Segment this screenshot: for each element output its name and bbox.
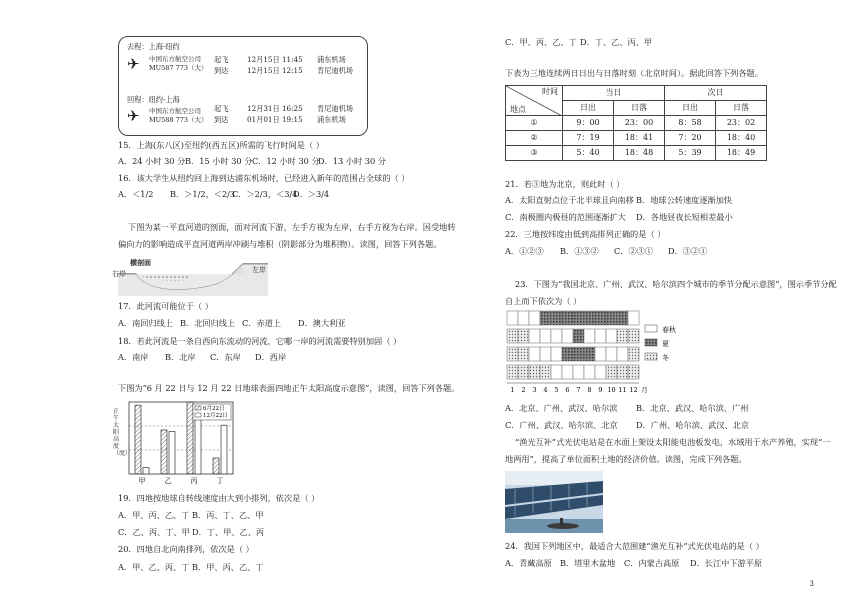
season-cell xyxy=(595,311,606,325)
q17-option-d: D．澳大利亚 xyxy=(298,318,346,328)
table-cell: 7：20 xyxy=(665,131,716,146)
q20-option-b: B．甲、丙、乙、丁 xyxy=(192,562,264,572)
season-cell xyxy=(562,329,573,343)
season-legend-swatch xyxy=(645,353,657,360)
q16-option-a: A．＜1/2 xyxy=(118,189,154,199)
question-19: 19．四地按地球自转线速度由大到小排列，依次是（ ） xyxy=(118,493,320,503)
season-cell xyxy=(573,329,584,343)
month-label: 月 xyxy=(641,386,648,394)
city-season-distribution-chart xyxy=(505,309,755,401)
season-legend-label: 冬 xyxy=(662,354,669,362)
ticket-go-label: 去程：上海-纽约 xyxy=(127,42,180,51)
ticket-go-flight: MU587 773（大） xyxy=(149,64,208,72)
season-cell xyxy=(628,347,639,361)
table-cell: 7：19 xyxy=(563,131,614,146)
table-cell: ① xyxy=(506,116,563,131)
season-cell xyxy=(628,329,639,343)
ticket-back-row-2-time: 01月01日 19:15 xyxy=(247,115,303,124)
ticket-go-row-1-time: 12月15日 11:45 xyxy=(247,55,303,64)
solar-intro-line-1: “渔光互补”式光伏电站是在水面上架设太阳能电池板发电，水域用于水产养殖，实现“一 xyxy=(515,437,831,447)
table-cell: 18：40 xyxy=(716,131,767,146)
ticket-back-row-1-place: 肯尼迪机场 xyxy=(317,104,353,113)
season-cell xyxy=(529,329,540,343)
q19-option-a: A．甲、丙、乙、丁 xyxy=(118,510,190,520)
question-23-line-1: 23．下图为“我国北京、广州、武汉、哈尔滨四个城市的季节分配示意图”，图示季节分配 xyxy=(515,279,837,289)
season-cell xyxy=(529,347,540,361)
season-cell xyxy=(584,329,595,343)
question-21: 21．若③地为北京，则此时（ ） xyxy=(505,179,625,189)
q22-option-d: D．③②① xyxy=(668,246,708,256)
q19-option-d: D．丁、甲、乙、丙 xyxy=(192,527,265,537)
q24-option-a: A．青藏高原 xyxy=(505,558,552,568)
x-tick-label: 甲 xyxy=(138,477,146,485)
month-label: 6 xyxy=(565,386,570,394)
q17-option-a: A．南回归线上 xyxy=(118,318,174,328)
q15-option-c: C．12 小时 30 分 xyxy=(252,156,320,166)
table-cell: 18：48 xyxy=(614,146,665,161)
q21-option-a: A．太阳直射点位于北半球且向南移 xyxy=(505,195,634,205)
month-label: 3 xyxy=(532,386,537,394)
ticket-go-row-2-time: 12月15日 12:15 xyxy=(247,66,303,75)
month-label: 4 xyxy=(543,386,548,394)
q16-option-b: B．＞1/2，＜2/3 xyxy=(170,189,236,199)
season-cell xyxy=(617,329,628,343)
page-number: 3 xyxy=(809,579,814,588)
table-cell: ③ xyxy=(506,146,563,161)
season-cell xyxy=(518,311,529,325)
table-cell: 18：41 xyxy=(614,131,665,146)
month-label: 12 xyxy=(629,386,638,394)
q22-option-a: A．①②③ xyxy=(505,246,544,256)
season-legend-label: 春秋 xyxy=(662,326,676,334)
table-header-time: 时间 xyxy=(542,87,558,96)
q16-option-c: C．＞2/3，＜3/4 xyxy=(232,189,298,199)
noon-sun-altitude-chart xyxy=(125,400,237,488)
q21-option-d: D．各地昼夜长短相差最小 xyxy=(636,212,733,222)
q23-option-a: A．北京、广州、武汉、哈尔滨 xyxy=(505,403,618,413)
ticket-back-airline: 中国东方航空公司 xyxy=(149,107,201,115)
month-label: 2 xyxy=(521,386,526,394)
season-cell xyxy=(584,347,595,361)
q23-option-d: D．广州、哈尔滨、武汉、北京 xyxy=(636,420,750,430)
bar-12月22日-乙 xyxy=(169,432,175,474)
sun-table-intro: 下表为三地连续两日日出与日落时刻（北京时间）。据此回答下列各题。 xyxy=(505,68,763,78)
season-legend-swatch xyxy=(645,325,657,332)
season-cell xyxy=(529,365,540,379)
fishery-solar-photo xyxy=(505,471,603,533)
ticket-back-row-1-time: 12月31日 16:25 xyxy=(247,104,303,113)
month-label: 9 xyxy=(598,386,603,394)
question-16: 16．该大学生从纽约回上海到达浦东机场时，已经进入新年的范围占全球的（ ） xyxy=(118,173,410,183)
bar-6月22日-乙 xyxy=(161,430,167,474)
table-cell: ② xyxy=(506,131,563,146)
table-cell: 18：49 xyxy=(716,146,767,161)
river-diagram-title: 横剖面 xyxy=(130,258,151,267)
season-cell xyxy=(551,311,562,325)
ticket-back-flight: MU588 773（大） xyxy=(149,116,208,124)
season-cell xyxy=(617,311,628,325)
season-cell xyxy=(518,347,529,361)
bar-6月22日-丁 xyxy=(213,458,219,474)
bar-6月22日-甲 xyxy=(135,405,141,474)
season-cell xyxy=(551,365,562,379)
table-header-today: 当日 xyxy=(563,86,665,101)
season-cell xyxy=(540,311,551,325)
question-23-line-2: 自上而下依次为（ ） xyxy=(505,296,582,306)
question-15: 15．上海(东八区)至纽约(西五区)所需的飞行时间是（ ） xyxy=(118,140,324,150)
q24-option-d: D．长江中下游平原 xyxy=(690,558,763,568)
q19-option-c: C．乙、丙、丁、甲 xyxy=(118,527,190,537)
season-cell xyxy=(628,311,639,325)
season-cell xyxy=(540,347,551,361)
legend-swatch xyxy=(195,406,201,410)
season-legend-swatch xyxy=(645,339,657,346)
season-cell xyxy=(507,311,518,325)
ticket-go-row-2-place: 肯尼迪机场 xyxy=(317,66,353,75)
table-row xyxy=(506,146,767,161)
airplane-icon: ✈ xyxy=(127,55,140,73)
sunrise-sunset-table xyxy=(505,85,767,161)
table-header-tomorrow: 次日 xyxy=(665,86,767,101)
ticket-back-row-1-kind: 起飞 xyxy=(214,104,229,113)
question-17: 17．此河流可能位于（ ） xyxy=(118,301,213,311)
q15-option-b: B．15 小时 30 分 xyxy=(185,156,253,166)
q23-option-c: C．广州、武汉、哈尔滨、北京 xyxy=(505,420,618,430)
ticket-go-row-1-place: 浦东机场 xyxy=(317,55,346,64)
q20-option-d: D．丁、乙、丙、甲 xyxy=(580,37,653,47)
question-18: 18．若此河流是一条自西向东流动的河流，它哪一岸的河流需要特别加固（ ） xyxy=(118,336,402,346)
season-cell xyxy=(540,329,551,343)
season-cell xyxy=(507,347,518,361)
ticket-back-row-2-kind: 到达 xyxy=(214,115,229,124)
season-cell xyxy=(573,347,584,361)
q21-option-c: C．南极圈内极昼的范围逐渐扩大 xyxy=(505,212,626,222)
q18-option-d: D．西岸 xyxy=(255,352,287,362)
bar-12月22日-甲 xyxy=(143,468,149,474)
season-cell xyxy=(551,347,562,361)
season-cell xyxy=(518,329,529,343)
question-22: 22．三地按纬度由低到高排列正确的是（ ） xyxy=(505,229,666,239)
table-cell: 23：00 xyxy=(614,116,665,131)
bar-6月22日-丙 xyxy=(187,402,193,474)
month-label: 11 xyxy=(618,386,627,394)
q18-option-b: B．北岸 xyxy=(165,352,196,362)
season-cell xyxy=(562,365,573,379)
ticket-back-row-2-place: 浦东机场 xyxy=(317,115,346,124)
table-header-sunrise: 日出 xyxy=(665,101,716,116)
legend-label: 12月22日 xyxy=(203,413,228,419)
month-label: 8 xyxy=(587,386,592,394)
season-cell xyxy=(617,365,628,379)
table-header-sunrise: 日出 xyxy=(563,101,614,116)
season-cell xyxy=(606,311,617,325)
table-header-sunset: 日落 xyxy=(716,101,767,116)
question-24: 24．我国下列地区中，最适合大范围建“渔光互补”式光伏电站的是（ ） xyxy=(505,541,764,551)
season-cell xyxy=(562,311,573,325)
q17-option-c: C．赤道上 xyxy=(242,318,282,328)
table-cell: 9：00 xyxy=(563,116,614,131)
q20-option-a: A．甲、乙、丙、丁 xyxy=(118,562,190,572)
x-tick-label: 乙 xyxy=(164,477,172,485)
season-cell xyxy=(606,347,617,361)
river-intro-line-2: 偏向力的影响造成平直河道两岸冲刷与堆积（阴影部分为堆积物）。读图，回答下列各题。 xyxy=(118,239,442,249)
season-cell xyxy=(606,365,617,379)
ticket-go-row-1-kind: 起飞 xyxy=(214,55,229,64)
table-corner-cell xyxy=(506,86,563,116)
season-cell xyxy=(573,311,584,325)
month-label: 7 xyxy=(576,386,581,394)
q22-option-b: B．①③② xyxy=(560,246,599,256)
x-tick-label: 丙 xyxy=(190,477,198,485)
q18-option-c: C．东岸 xyxy=(210,352,241,362)
river-left-bank-label: 左岸 xyxy=(252,266,266,274)
noon-chart-intro: 下图为“6 月 22 日与 12 月 22 日地球表面四地正午太阳高度示意图”，读图，回答下列各题。 xyxy=(118,383,460,393)
table-header-sunset: 日落 xyxy=(614,101,665,116)
q21-option-b: B．地球公转速度逐渐加快 xyxy=(636,195,733,205)
season-cell xyxy=(562,347,573,361)
q16-option-d: D．＞3/4 xyxy=(293,189,330,199)
q20-option-c: C．甲、丙、乙、丁 xyxy=(505,37,577,47)
ticket-go-airline: 中国东方航空公司 xyxy=(149,55,201,63)
season-cell xyxy=(595,329,606,343)
month-label: 10 xyxy=(607,386,616,394)
q24-option-b: B．塔里木盆地 xyxy=(560,558,616,568)
month-label: 1 xyxy=(510,386,515,394)
season-cell xyxy=(628,365,639,379)
river-right-bank-label: 右岸 xyxy=(112,270,126,278)
flight-ticket xyxy=(118,36,368,136)
question-20: 20．四地自北向南排列，依次是（ ） xyxy=(118,544,254,554)
season-cell xyxy=(540,365,551,379)
ticket-back-label: 回程：纽约-上海 xyxy=(127,95,180,104)
q24-option-c: C．内蒙古高原 xyxy=(624,558,680,568)
season-cell xyxy=(529,311,540,325)
table-cell: 23：02 xyxy=(716,116,767,131)
legend-swatch xyxy=(195,413,201,417)
month-label: 5 xyxy=(554,386,559,394)
x-tick-label: 丁 xyxy=(216,477,224,485)
season-cell xyxy=(595,347,606,361)
season-cell xyxy=(551,329,562,343)
q17-option-b: B．北回归线上 xyxy=(180,318,236,328)
season-cell xyxy=(606,329,617,343)
season-cell xyxy=(584,365,595,379)
bar-12月22日-丁 xyxy=(221,425,227,474)
season-cell xyxy=(617,347,628,361)
table-cell: 8：58 xyxy=(665,116,716,131)
season-cell xyxy=(507,365,518,379)
table-row xyxy=(506,116,767,131)
table-header-place: 地点 xyxy=(510,104,526,114)
season-cell xyxy=(507,329,518,343)
q18-option-a: A．南岸 xyxy=(118,352,149,362)
chart-y-axis-label: 正午太阳高度（度） xyxy=(113,408,132,457)
solar-intro-line-2: 地两用”，提高了单位面积土地的经济价值。读图，完成下列各题。 xyxy=(505,454,747,464)
season-cell xyxy=(584,311,595,325)
q15-option-a: A．24 小时 30 分 xyxy=(118,156,186,166)
q19-option-b: B．丙、丁、乙、甲 xyxy=(192,510,264,520)
season-cell xyxy=(573,365,584,379)
legend-label: 6月22日 xyxy=(203,406,225,412)
q22-option-c: C．②③① xyxy=(614,246,654,256)
airplane-icon: ✈ xyxy=(127,107,140,125)
table-row xyxy=(506,131,767,146)
q15-option-d: D．13 小时 30 分 xyxy=(318,156,386,166)
table-cell: 5：39 xyxy=(665,146,716,161)
table-cell: 5：40 xyxy=(563,146,614,161)
season-cell xyxy=(518,365,529,379)
river-intro-line-1: 下图为某一平直河道的剖面，面对河流下游，左手方视为左岸，右手方视为右岸。因受地转 xyxy=(128,222,456,232)
ticket-go-row-2-kind: 到达 xyxy=(214,66,229,75)
q23-option-b: B．北京、武汉、哈尔滨、广州 xyxy=(636,403,749,413)
season-legend-label: 夏 xyxy=(662,340,669,348)
season-cell xyxy=(595,365,606,379)
